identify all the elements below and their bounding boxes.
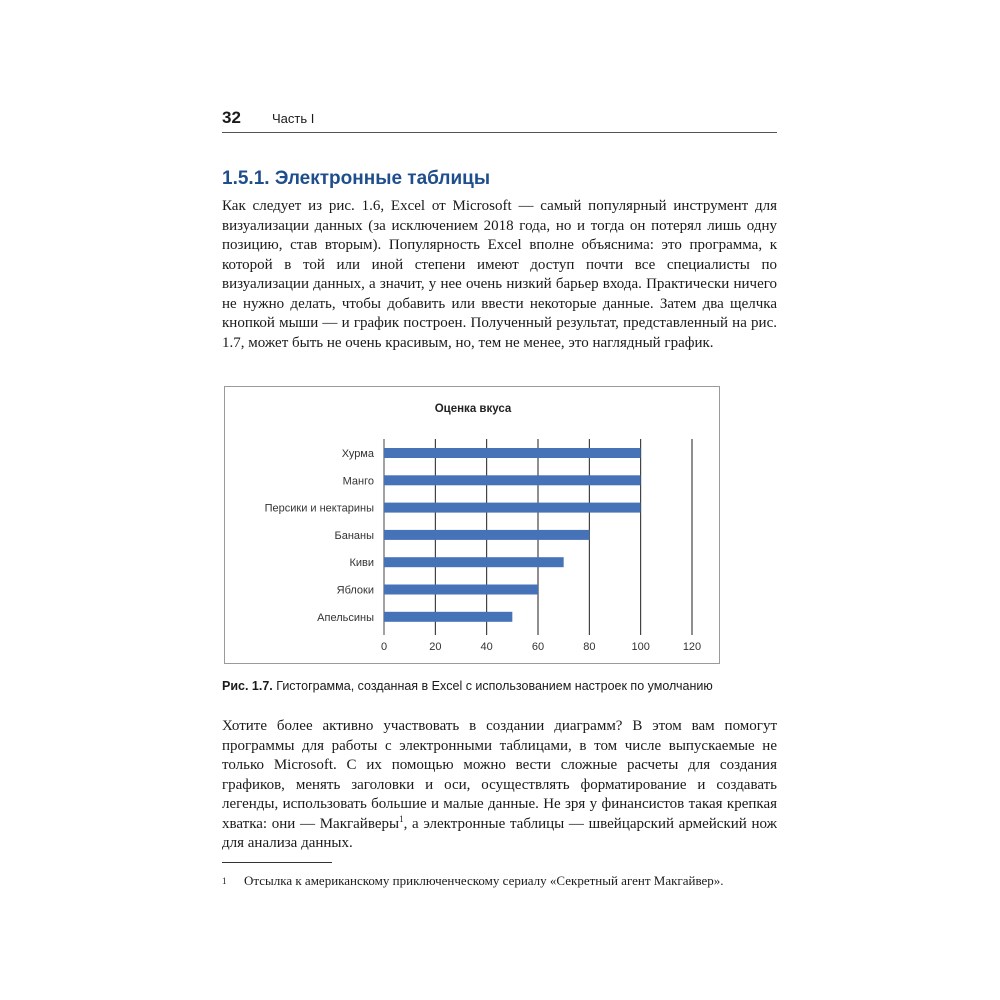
x-tick-label: 120 bbox=[682, 641, 702, 653]
running-head bbox=[222, 106, 777, 133]
figure-caption-text: Гистограмма, созданная в Excel с использованием настроек по умолчанию bbox=[272, 679, 713, 693]
footnote-text: Отсылка к американскому приключенческому сериалу «Секретный агент Макгайвер». bbox=[244, 873, 724, 888]
figure-caption bbox=[222, 679, 713, 693]
footnote-number: 1 bbox=[222, 876, 227, 886]
bar bbox=[384, 448, 641, 458]
body-paragraph-2 bbox=[222, 717, 777, 854]
category-label: Манго bbox=[342, 475, 374, 488]
bar bbox=[384, 475, 641, 485]
bar bbox=[384, 557, 564, 567]
figure-frame bbox=[224, 386, 720, 664]
footnote-reference[interactable]: 1 bbox=[399, 813, 404, 824]
footnote-divider bbox=[222, 862, 332, 863]
bar bbox=[384, 503, 641, 513]
category-label: Киви bbox=[349, 557, 374, 570]
category-label: Персики и нектарины bbox=[264, 502, 374, 515]
category-label: Апельсины bbox=[317, 611, 374, 624]
x-tick-label: 100 bbox=[631, 641, 650, 653]
bar-chart bbox=[225, 387, 721, 665]
figure-caption-label: Рис. 1.7. bbox=[222, 679, 273, 693]
section-heading: 1.5.1. Электронные таблицы bbox=[222, 168, 491, 189]
bar bbox=[384, 585, 538, 595]
x-tick-label: 20 bbox=[429, 641, 442, 653]
body-paragraph-1: Как следует из рис. 1.6, Excel от Microsoft — самый популярный инструмент для визуализации данных (за исключением 2018 года, но и тогда он потерял лишь одну позицию, став вторым). Популярность Excel вполне объяснима: это программа, к которой в той или иной степени имеют доступ почти все специалисты по визуализации данных, а значит, у нее очень низкий барьер входа. Практически ничего не нужно делать, чтобы добавить или ввести некоторые данные. Затем два щелчка кнопкой мыши — и график построен. Полученный результат, представленный на рис. 1.7, может быть не очень красивым, но, тем не менее, это наглядный график. bbox=[222, 198, 777, 351]
bar bbox=[384, 530, 589, 540]
page-number: 32 bbox=[222, 108, 241, 127]
part-label: Часть I bbox=[272, 111, 315, 126]
x-tick-label: 80 bbox=[583, 641, 596, 653]
x-tick-label: 40 bbox=[480, 641, 493, 653]
x-tick-label: 0 bbox=[380, 641, 388, 653]
footnote bbox=[222, 872, 782, 890]
category-label: Хурма bbox=[341, 448, 374, 460]
chart-title: Оценка вкуса bbox=[434, 403, 512, 415]
paragraph-2-text-start: Хотите более активно участвовать в создании диаграмм? В этом вам помогут программы для работы с электронными таблицами, в том числе выпускаемые не только Microsoft. С их помощью можно вести сложные расчеты для создания графиков, менять заголовки и оси, осуществлять форматирование и создавать легенды, использовать большие и малые данные. Не зря у финансистов такая крепкая хватка: они — Макгайверы bbox=[222, 718, 777, 832]
paragraph-2-text-end: , а электронные таблицы — швейцарский армейский нож для анализа данных. bbox=[222, 815, 777, 851]
bar bbox=[384, 612, 512, 622]
category-label: Бананы bbox=[334, 529, 374, 542]
category-label: Яблоки bbox=[336, 584, 374, 597]
x-tick-label: 60 bbox=[531, 641, 545, 653]
